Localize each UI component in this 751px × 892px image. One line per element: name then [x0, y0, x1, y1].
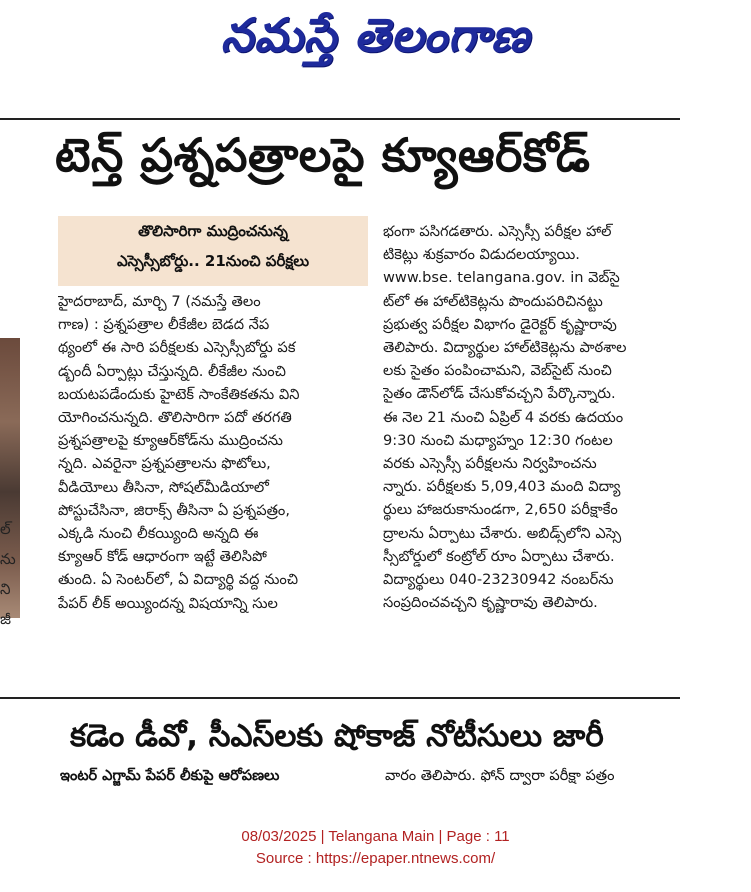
body-line: ఎక్కడి నుంచి లీకయ్యింది అన్నది ఈ [58, 525, 259, 543]
body-line: ట్‌లో ఈ హాల్‌టికెట్లను పొందుపరిచినట్టు [383, 292, 603, 310]
body-line: యోగించనున్నది. తొలిసారిగా పదో తరగతి [58, 409, 292, 427]
body-line: గాణ) : ప్రశ్నపత్రాల లీకేజీల బెడద నేప [58, 316, 270, 334]
cropped-text-edge [60, 794, 680, 806]
body-line: లకు సైతం పంపించామని, వెబ్‌సైట్ నుంచి [383, 362, 612, 380]
body-line: www.bse. telangana.gov. in వెబ్‌సై [383, 269, 620, 287]
body-line: విద్యార్థులు 040-23230942 నంబర్‌ను [383, 571, 614, 589]
body-line: క్యూఆర్ కోడ్ ఆధారంగా ఇట్టే తెలిసిపో [58, 548, 267, 566]
body-line: థ్యంలో ఈ సారి పరీక్షలకు ఎస్సెస్సీబోర్డు పక [58, 339, 296, 357]
body-line: డ్బందీ ఏర్పాట్లు చేస్తున్నది. లీకేజీల నుంచి [58, 362, 286, 380]
story-column-left [58, 290, 370, 615]
body-line: తుంది. ఏ సెంటర్‌లో, ఏ విద్యార్థి వద్ద నుంచి [58, 571, 298, 589]
body-line: టికెట్లు శుక్రవారం విడుదలయ్యాయి. [383, 246, 580, 264]
second-story-subhead: ఇంటర్ ఎగ్జామ్ పేపర్ లీకుపై ఆరోపణలు [60, 768, 280, 784]
body-line: సంప్రదించవచ్చని కృష్ణారావు తెలిపారు. [383, 594, 598, 612]
edition-info: 08/03/2025 | Telangana Main | Page : 11 [241, 828, 510, 845]
body-line: సైతం డౌన్‌లోడ్ చేసుకోవచ్చని పేర్కొన్నారు. [383, 385, 616, 403]
body-line: హైదరాబాద్, మార్చి 7 (నమస్తే తెలం [58, 293, 261, 310]
body-line: ద్రాలను ఏర్పాటు చేశారు. అబిడ్స్‌లోని ఎస్సె [383, 524, 622, 542]
source-link[interactable]: Source : https://epaper.ntnews.com/ [255, 850, 496, 867]
body-line: వీడియోలు తీసినా, సోషల్‌మీడియాలో [58, 478, 269, 496]
top-divider [0, 118, 680, 120]
second-story-body-line: వారం తెలిపారు. ఫోన్ ద్వారా పరీక్షా పత్రం [385, 768, 615, 784]
body-line: వరకు ఎస్సెస్సీ పరీక్షలను నిర్వహించను [383, 455, 597, 473]
body-line: భంగా పసిగడతారు. ఎస్సెస్సీ పరీక్షల హాల్ [383, 223, 612, 240]
page-footer [0, 826, 751, 870]
body-line: ఈ నెల 21 నుంచి ఏప్రిల్ 4 వరకు ఉదయం [383, 408, 624, 426]
strip-text: ను [0, 550, 16, 568]
body-line: న్నది. ఎవరైనా ప్రశ్నపత్రాలను ఫొటోలు, [58, 455, 271, 473]
body-line: ప్రశ్నపత్రాలపై క్యూఆర్‌కోడ్‌ను ముద్రించను [58, 432, 283, 450]
story-divider [0, 697, 680, 699]
subhead-line: తొలిసారిగా ముద్రించనున్న [138, 222, 288, 240]
body-line: 9:30 నుంచి మధ్యాహ్నం 12:30 గంటల [383, 431, 613, 449]
body-line: పోస్టుచేసినా, జిరాక్స్ తీసినా ఏ ప్రశ్నపత్రం, [58, 501, 290, 519]
strip-text: జీ [0, 610, 11, 628]
story-subhead [58, 216, 368, 286]
body-line: ప్రభుత్వ పరీక్షల విభాగం డైరెక్టర్ కృష్ణారావు [383, 315, 617, 333]
strip-text: ల్ [0, 520, 11, 538]
second-story-headline: కడెం డీవో, సీఎస్‌లకు షోకాజ్ నోటీసులు జారీ [70, 718, 604, 754]
adjacent-column-strip [0, 120, 20, 825]
body-line: స్సీబోర్డులో కంట్రోల్ రూం ఏర్పాటు చేశారు. [383, 547, 615, 565]
masthead [0, 0, 751, 95]
adjacent-photo [0, 338, 20, 618]
body-line: ర్థులు హాజరుకానుండగా, 2,650 పరీక్షాకేం [383, 501, 618, 519]
story-headline: టెన్త్ ప్రశ్నపత్రాలపై క్యూఆర్‌కోడ్ [55, 128, 591, 182]
body-line: బయటపడేందుకు హైటెక్ సాంకేతికతను విని [58, 385, 300, 403]
body-line: తెలిపారు. విద్యార్థుల హాల్‌టికెట్లను పాఠశాల [383, 339, 627, 357]
story-column-right [383, 220, 681, 614]
strip-text: ని [0, 580, 11, 598]
newspaper-logo: నమస్తే తెలంగాణ [220, 8, 531, 62]
body-line: పేపర్ లీక్ అయ్యిందన్న విషయాన్ని సుల [58, 594, 278, 612]
body-line: న్నారు. పరీక్షలకు 5,09,403 మంది విద్యా [383, 478, 621, 496]
subhead-line: ఎస్సెస్సీబోర్డు.. 21నుంచి పరీక్షలు [116, 252, 310, 270]
